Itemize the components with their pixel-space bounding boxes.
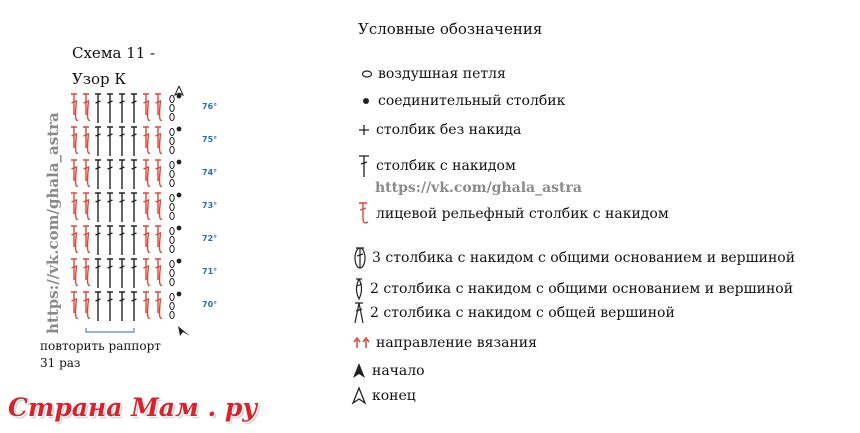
slip-stitch-dot xyxy=(177,259,182,264)
row-number: 72° xyxy=(202,234,218,243)
scheme-title xyxy=(72,40,155,92)
relief-stitch xyxy=(71,292,78,318)
dc-stitch xyxy=(131,193,137,222)
slip-stitch-dot xyxy=(177,127,182,132)
repeat-bracket xyxy=(86,328,134,332)
dc-stitch xyxy=(119,292,125,321)
relief-stitch xyxy=(155,94,162,120)
legend-direction-label: направление вязания xyxy=(376,335,537,351)
relief-stitch xyxy=(155,259,162,285)
chain-stitch xyxy=(170,278,174,285)
relief-stitch xyxy=(83,292,90,318)
chain-stitch xyxy=(170,194,174,201)
chain-stitch xyxy=(170,179,174,186)
crochet-chart xyxy=(68,86,228,336)
chain-icon xyxy=(360,67,374,81)
start-arrow-icon xyxy=(350,361,368,381)
dc-stitch xyxy=(107,94,113,123)
slip-stitch-dot xyxy=(177,160,182,165)
dc3-cluster-icon xyxy=(352,245,368,271)
relief-stitch xyxy=(155,160,162,186)
relief-stitch xyxy=(83,259,90,285)
legend-title: Условные обозначения xyxy=(358,20,543,38)
legend-double-crochet xyxy=(356,153,516,179)
chain-stitch xyxy=(170,161,174,168)
dc-stitch xyxy=(107,259,113,288)
dc-stitch xyxy=(107,226,113,255)
slip-stitch-dot xyxy=(177,226,182,231)
relief-stitch xyxy=(155,292,162,318)
legend-dc2-cluster xyxy=(352,276,793,302)
dc2-tog-icon xyxy=(352,300,366,326)
dc-stitch xyxy=(119,94,125,123)
dc-stitch xyxy=(131,127,137,156)
chain-stitch xyxy=(170,128,174,135)
legend-start-label: начало xyxy=(372,363,425,379)
dc-stitch xyxy=(119,259,125,288)
dc-stitch xyxy=(119,160,125,189)
relief-stitch xyxy=(71,160,78,186)
chain-stitch xyxy=(170,269,174,276)
dc-stitch xyxy=(95,259,101,288)
chain-stitch xyxy=(170,104,174,111)
legend-chain-label: воздушная петля xyxy=(378,66,506,82)
row-number: 73° xyxy=(202,201,218,210)
scheme-title-line1: Схема 11 - xyxy=(72,44,156,62)
relief-stitch xyxy=(143,259,150,285)
chain-stitch xyxy=(170,146,174,153)
legend-chain xyxy=(360,66,506,82)
dc-stitch xyxy=(119,226,125,255)
start-marker-icon xyxy=(178,326,190,336)
relief-stitch xyxy=(83,127,90,153)
relief-stitch xyxy=(143,127,150,153)
legend-dc2-cluster-label: 2 столбика с накидом с общими основанием и вершиной xyxy=(370,281,794,297)
legend-end xyxy=(350,386,416,406)
chain-stitch xyxy=(170,293,174,300)
dc-stitch xyxy=(119,127,125,156)
dc-stitch xyxy=(107,292,113,321)
row-number: 76° xyxy=(202,102,218,111)
relief-stitch xyxy=(155,226,162,252)
legend-front-post-dc xyxy=(356,200,669,228)
dc-stitch xyxy=(107,127,113,156)
legend-slip-stitch xyxy=(360,93,565,109)
legend-end-label: конец xyxy=(372,388,416,404)
row-number: 70° xyxy=(202,300,218,309)
dc-stitch xyxy=(107,193,113,222)
relief-stitch xyxy=(83,94,90,120)
chain-stitch xyxy=(170,245,174,252)
chain-stitch xyxy=(170,311,174,318)
vertical-watermark: https://vk.com/ghala_astra xyxy=(44,112,62,334)
legend-dc3-cluster xyxy=(352,245,795,271)
front-post-dc-icon xyxy=(356,200,372,228)
relief-stitch xyxy=(155,127,162,153)
row-number: 74° xyxy=(202,168,218,177)
relief-stitch xyxy=(83,226,90,252)
chain-stitch xyxy=(170,227,174,234)
legend-single-crochet-label: столбик без накида xyxy=(376,122,522,138)
double-crochet-icon xyxy=(356,153,372,179)
chain-stitch xyxy=(170,260,174,267)
dc2-cluster-icon xyxy=(352,276,366,302)
legend-direction xyxy=(352,335,537,351)
dc-stitch xyxy=(95,160,101,189)
slip-stitch-icon xyxy=(360,94,374,108)
row-number: 71° xyxy=(202,267,218,276)
dc-stitch xyxy=(95,226,101,255)
legend-watermark: https://vk.com/ghala_astra xyxy=(375,180,582,196)
chain-stitch xyxy=(170,170,174,177)
legend-front-post-dc-label: лицевой рельефный столбик с накидом xyxy=(376,206,669,222)
relief-stitch xyxy=(71,226,78,252)
relief-stitch xyxy=(83,160,90,186)
single-crochet-icon xyxy=(356,122,372,138)
legend-dc2-tog xyxy=(352,300,675,326)
dc-stitch xyxy=(131,292,137,321)
dc-stitch xyxy=(107,160,113,189)
scheme-title-line2: Узор К xyxy=(72,70,127,88)
relief-stitch xyxy=(143,292,150,318)
chain-stitch xyxy=(170,137,174,144)
dc-stitch xyxy=(95,292,101,321)
relief-stitch xyxy=(71,193,78,219)
relief-stitch xyxy=(71,259,78,285)
relief-stitch xyxy=(71,127,78,153)
chain-stitch xyxy=(170,236,174,243)
legend-single-crochet xyxy=(356,122,521,138)
slip-stitch-dot xyxy=(177,292,182,297)
dc-stitch xyxy=(131,160,137,189)
relief-stitch xyxy=(83,193,90,219)
dc-stitch xyxy=(95,193,101,222)
relief-stitch xyxy=(155,193,162,219)
relief-stitch xyxy=(143,94,150,120)
dc-stitch xyxy=(95,94,101,123)
direction-arrows-icon xyxy=(352,336,372,350)
legend-start xyxy=(350,361,425,381)
dc-stitch xyxy=(131,94,137,123)
chain-stitch xyxy=(170,95,174,102)
relief-stitch xyxy=(143,226,150,252)
chain-stitch xyxy=(170,212,174,219)
repeat-note xyxy=(40,338,161,372)
slip-stitch-dot xyxy=(177,193,182,198)
dc-stitch xyxy=(95,127,101,156)
relief-stitch xyxy=(143,193,150,219)
legend-slip-stitch-label: соединительный столбик xyxy=(378,93,566,109)
legend-double-crochet-label: столбик с накидом xyxy=(376,158,516,174)
legend-dc2-tog-label: 2 столбика с накидом с общей вершиной xyxy=(370,305,675,321)
dc-stitch xyxy=(119,193,125,222)
chain-stitch xyxy=(170,203,174,210)
repeat-line1: повторить раппорт xyxy=(40,339,161,353)
site-logo: Страна Мам . ру xyxy=(8,393,258,422)
end-arrow-icon xyxy=(350,386,368,406)
repeat-line2: 31 раз xyxy=(40,356,81,370)
chain-stitch xyxy=(170,113,174,120)
dc-stitch xyxy=(131,226,137,255)
row-number: 75° xyxy=(202,135,218,144)
relief-stitch xyxy=(71,94,78,120)
relief-stitch xyxy=(143,160,150,186)
dc-stitch xyxy=(131,259,137,288)
legend-dc3-cluster-label: 3 столбика с накидом с общими основанием и вершиной xyxy=(372,250,796,266)
chain-stitch xyxy=(170,302,174,309)
